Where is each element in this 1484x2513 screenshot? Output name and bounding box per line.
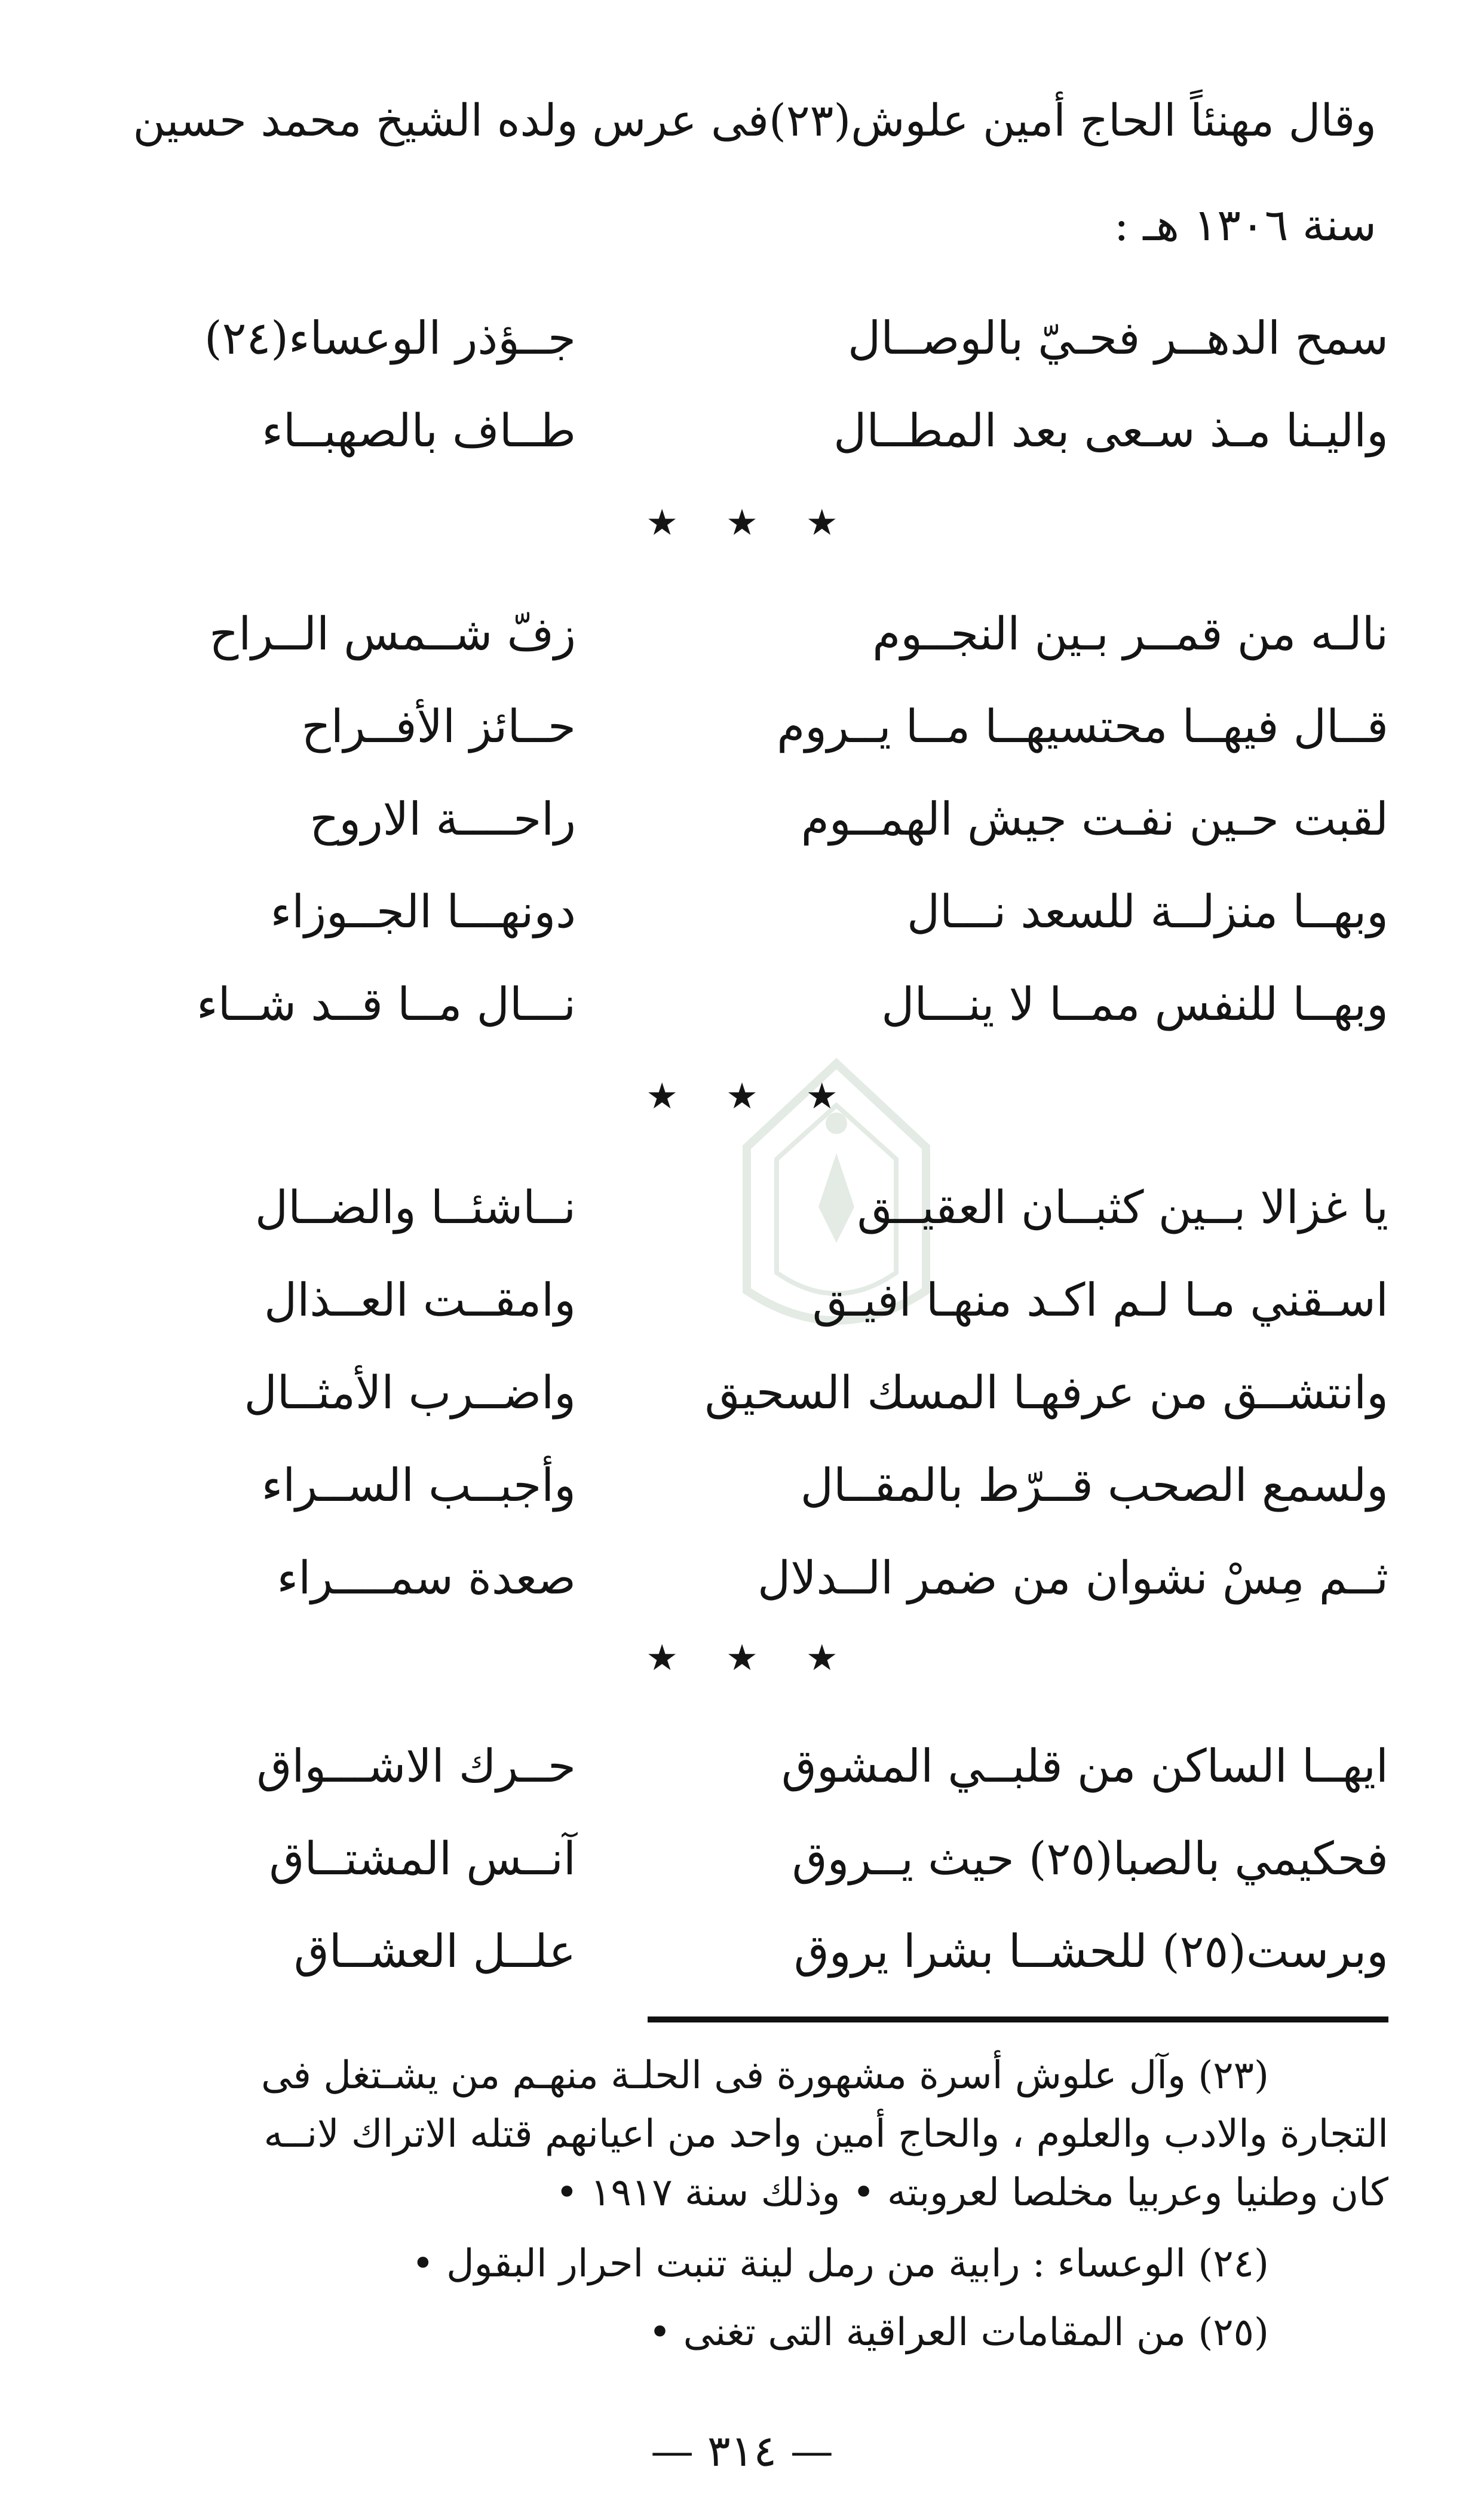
verse-line — [0, 1162, 1484, 1252]
verse-line — [0, 293, 1484, 382]
verse-line — [0, 681, 1484, 771]
verse-second-hemistich: صعدة سمــــراء — [277, 1550, 576, 1604]
verse-line — [0, 1813, 1484, 1903]
verse-second-hemistich: راحــــة الاروح — [309, 792, 576, 845]
verse-second-hemistich: وأجبــب الســراء — [261, 1458, 576, 1512]
verse-first-hemistich: ولسمع الصحب قــرّط بالمقــال — [800, 1458, 1388, 1512]
verse-line — [0, 589, 1484, 678]
star-icon: ★ — [646, 1075, 679, 1117]
footnote-23-line-1: (٢٣) وآل علوش أسرة مشهورة فى الحلـة منهـم من يشـتغل فى — [261, 2054, 1269, 2098]
verse-first-hemistich: واليـنا مـذ سـعى بعد المطــال — [833, 403, 1388, 457]
verse-line — [0, 1255, 1484, 1344]
verse-first-hemistich: وبهــا للنفس ممــا لا ينـــال — [881, 977, 1388, 1031]
stanza-separator — [0, 1622, 1484, 1694]
verse-first-hemistich: ثــم مِسْ نشوان من ضمر الــدلال — [757, 1550, 1388, 1604]
verse-second-hemistich: علــل العشــاق — [293, 1924, 576, 1978]
verse-first-hemistich: لقبت حـين نفـت جيش الهمــوم — [801, 792, 1388, 845]
verse-second-hemistich: آنــس المشتــاق — [269, 1831, 576, 1885]
verse-second-hemistich: جــؤذر الوعساء(٢٤) — [204, 311, 576, 364]
verse-line — [0, 959, 1484, 1049]
footnote-23-line-3: كان وطنيا وعربيا مخلصا لعروبته • وذلك سنة ١٩١٧ • — [556, 2171, 1388, 2215]
verse-second-hemistich: حــائز الأفــراح — [301, 699, 576, 753]
verse-first-hemistich: يا غزالا بــين كثبــان العقيــق — [857, 1180, 1388, 1234]
verse-second-hemistich: دونهـــا الجــوزاء — [270, 884, 576, 938]
verse-first-hemistich: قــال فيهــا محتسيهــا مــا يــروم — [777, 699, 1388, 753]
verse-line — [0, 385, 1484, 475]
verse-first-hemistich: نالـه من قمــر بـين النجــوم — [872, 606, 1388, 660]
star-icon: ★ — [726, 502, 758, 544]
verse-second-hemistich: طــاف بالصهبــاء — [262, 403, 576, 457]
verse-second-hemistich: زفّ شــمس الــراح — [209, 606, 576, 660]
verse-first-hemistich: وانتشــق من عرفهـا المسك السحيق — [704, 1365, 1388, 1419]
star-icon: ★ — [646, 1637, 679, 1679]
verse-first-hemistich: ايهــا الساكن من قلبــي المشوق — [781, 1739, 1388, 1792]
verse-second-hemistich: وامقــت العــذال — [264, 1273, 576, 1326]
intro-line-1: وقال مهنئاً الحاج أمين علوش(٢٣)فى عرس ولده الشيخ محمد حسين — [133, 95, 1376, 146]
verse-line — [0, 774, 1484, 863]
verse-first-hemistich: فحكيمي بالصبا(٢٥) حيث يــروق — [792, 1831, 1388, 1885]
star-icon: ★ — [805, 1637, 838, 1679]
verse-line — [0, 1721, 1484, 1810]
footnote-25: (٢٥) من المقامات العراقية التى تغنى • — [648, 2310, 1269, 2355]
star-icon: ★ — [805, 1075, 838, 1117]
verse-first-hemistich: وبرست(٢٥) للحشــا بشرا يروق — [793, 1924, 1388, 1978]
footnote-23-line-2: التجارة والادب والعلوم ، والحاج أمين واحد من اعيانهم قتله الاتراك لانــه — [263, 2112, 1388, 2156]
stanza-separator — [0, 1061, 1484, 1132]
page-number: — ٣١٤ — — [651, 2426, 833, 2476]
footnote-divider — [648, 2016, 1388, 2022]
verse-line — [0, 866, 1484, 956]
verse-first-hemistich: وبهــا منزلــة للسعد نـــال — [906, 884, 1388, 938]
star-icon: ★ — [726, 1075, 758, 1117]
stanza-separator — [0, 487, 1484, 559]
star-icon: ★ — [646, 502, 679, 544]
verse-second-hemistich: نــاشئــا والضــال — [255, 1180, 576, 1234]
intro-line-2: سنة ١٣٠٦ هـ : — [1114, 200, 1376, 251]
verse-line — [0, 1440, 1484, 1530]
verse-line — [0, 1906, 1484, 1996]
star-icon: ★ — [726, 1637, 758, 1679]
verse-first-hemistich: اسـقني مـا لـم اكـد منهـا افيـق — [812, 1273, 1388, 1326]
verse-second-hemistich: واضــرب الأمثــال — [244, 1365, 576, 1419]
footnote-24: (٢٤) الوعساء : رابية من رمل لينة تنبت احرار البقول • — [411, 2242, 1269, 2286]
verse-second-hemistich: حــرك الاشـــواق — [256, 1739, 576, 1792]
verse-first-hemistich: سمح الدهــر فحـيّ بالوصــال — [847, 311, 1388, 364]
verse-line — [0, 1347, 1484, 1437]
star-icon: ★ — [805, 502, 838, 544]
verse-line — [0, 1533, 1484, 1622]
verse-second-hemistich: نـــال مــا قــد شــاء — [196, 977, 576, 1031]
